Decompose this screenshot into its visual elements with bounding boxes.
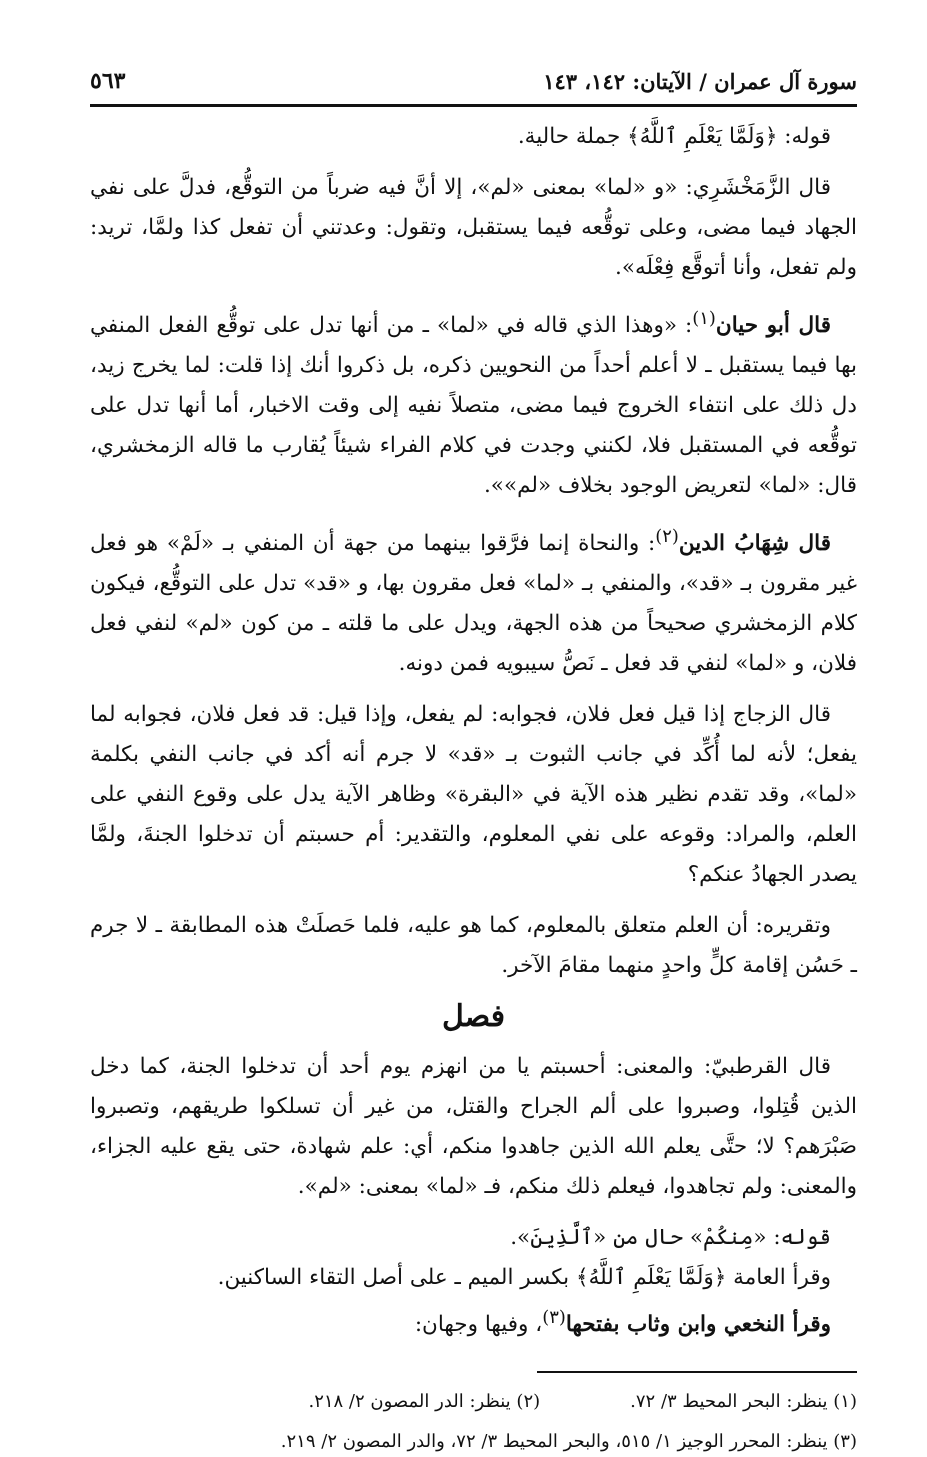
footnotes [90,1387,857,1457]
paragraph-zajjaj: قال الزجاج إذا قيل فعل فلان، فجوابه: لم يفعل، وإذا قيل: قد فعل فلان، فجوابه لما يفعل؛ لأنه لما أُكِّد في جانب الثبوت بـ «قد» لا جرم أنه أكد في جانب النفي بكلمة «لما»، وقد تقدم نظير هذه الآية في «البقرة» وظاهر الآية يدل على وقوع النفي على العلم، والمراد: وقوعه على نفي المعلوم، والتقدير: أم حسبتم أن تدخلوا الجنةَ، ولمَّا يصدر الجهادُ عنكم؟ [90,702,857,888]
section-heading: فصل [441,999,506,1035]
shihab-text: : والنحاة إنما فرَّقوا بينهما من جهة أن المنفي بـ «لَمْ» هو فعل غير مقرون بـ «قد»، والمنفي بـ «لما» فعل مقرون بها، و «قد» تدل على التوقُّع، فيكون كلام الزمخشري صحيحاً من هذه الجهة، ويدل على ما قلته ـ من كون «لم» لنفي فعل فلان، و «لما» لنفي قد فعل ـ نَصُّ سيبويه فمن دونه. [90,531,857,677]
paragraph-qurtubi: قال القرطبيّ: والمعنى: أحسبتم يا من انهزم يوم أحد أن تدخلوا الجنة، كما دخل الذين قُتِلوا، وصبروا على ألم الجراح والقتل، من غير أن تسلكوا طريقهم، وتصبروا صَبْرَهم؟ لا؛ حتَّى يعلم الله الذين جاهدوا منكم، أي: علم شهادة، حتى يقع عليه الجزاء، والمعنى: ولم تجاهدوا، فيعلم ذلك منكم، فـ «لما» بمعنى: «لم». [90,1054,857,1200]
nakhai-text: ، وفيها وجهان: [414,1312,543,1338]
footnote-row [90,1387,857,1417]
paragraph-2: قال الزَّمَخْشَرِي: «و «لما» بمعنى «لم»، إلا أنَّ فيه ضرباً من التوقُّع، فدلَّ على نفي الجهاد فيما مضى، وعلى توقُّعه فيما يستقبل، وتقول: وعدتني أن تفعل كذا ولمَّا، تريد: ولم تفعل، وأنا أتوقَّع فِعْلَه». [90,175,857,280]
main-text [90,117,857,1345]
paragraph-shihab [90,517,857,684]
footnote-2: (٢) ينظر: الدر المصون ٢/ ٢١٨. [308,1391,541,1413]
footnote-divider [537,1371,857,1373]
footnote-1: (١) ينظر: البحر المحيط ٣/ ٧٢. [630,1391,857,1413]
page-number: ٥٦٣ [90,68,126,94]
running-header [90,52,857,107]
footnote-ref-3: (٣) [542,1307,566,1329]
paragraph-1: قوله: ﴿وَلَمَّا يَعْلَمِ ٱللَّهُ﴾ جملة حالية. [517,124,831,149]
running-title: سورة آل عمران / الآيتان: ١٤٢، ١٤٣ [543,69,857,94]
footnote-ref-2: (٢) [655,526,679,548]
nakhai-lead: وقرأ النخعي وابن وثاب بفتحها [565,1312,831,1338]
paragraph-nakhai [90,1298,857,1345]
shihab-lead: قال شِهَابُ الدين [678,531,831,557]
paragraph-abu-hayyan [90,299,857,506]
paragraph-taqrir: وتقريره: أن العلم متعلق بالمعلوم، كما هو عليه، فلما حَصلَتْ هذه المطابقة ـ لا جرم ـ حَسُن إقامة كلٍّ واحدٍ منهما مقامَ الآخر. [90,913,857,979]
paragraph-amma: وقرأ العامة ﴿وَلَمَّا يَعْلَمِ ٱللَّهُ﴾ بكسر الميم ـ على أصل التقاء الساكنين. [217,1265,831,1291]
footnote-ref-1: (١) [692,308,716,329]
paragraph-minkum: قوله: «مِنكُمْ» حال من «ٱلَّذِينَ». [510,1225,831,1251]
footnote-3: (٣) ينظر: المحرر الوجيز ١/ ٥١٥، والبحر المحيط ٣/ ٧٢، والدر المصون ٢/ ٢١٩. [280,1431,857,1453]
abu-hayyan-lead: قال أبو حيان [715,313,831,339]
abu-hayyan-text: : «وهذا الذي قاله في «لما» ـ من أنها تدل على توقُّع الفعل المنفي بها فيما يستقبل ـ لا أعلم أحداً من النحويين ذكره، بل ذكروا أنك إذا قلت: لما يخرج زيد، دل ذلك على انتفاء الخروج فيما مضى، متصلاً نفيه إلى وقت الاخبار، أما أنها تدل على توقُّعه في المستقبل فلا، لكنني وجدت في كلام الفراء شيئاً يُقارب ما قاله الزمخشري، قال: «لما» لتعريض الوجود بخلاف «لم»». [90,313,857,499]
